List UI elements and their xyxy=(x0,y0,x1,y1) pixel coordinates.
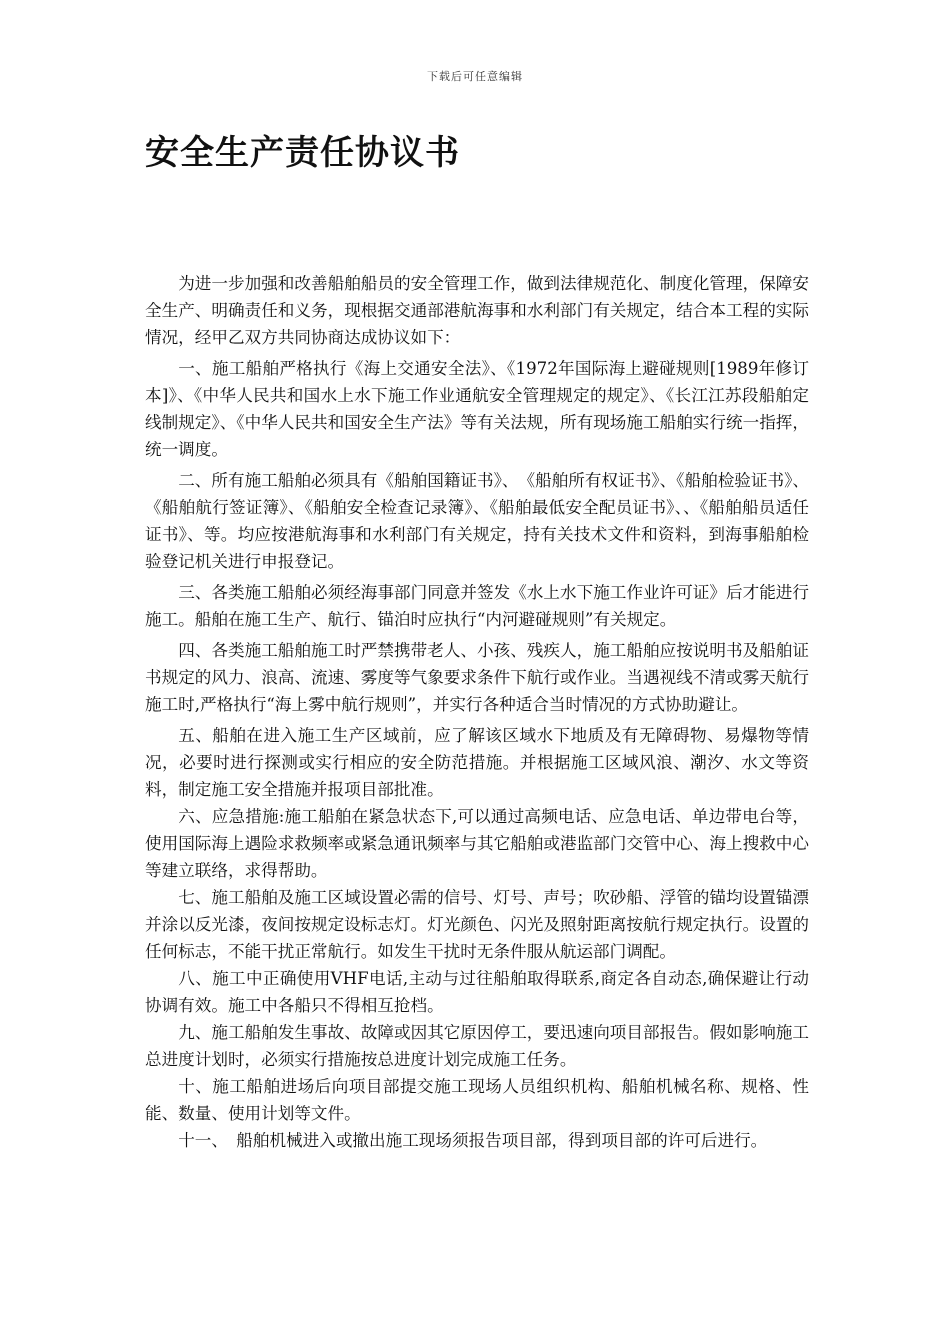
clause-2: 二、所有施工船舶必须具有《船舶国籍证书》、 《船舶所有权证书》、《船舶检验证书》、《船舶航行签证簿》、《船舶安全检查记录簿》、《船舶最低安全配员证书》、、《船舶船员适任证书》、等。均应按港航海事和水利部门有关规定，持有关技术文件和资料，到海事船舶检验登记机关进行申报登记。 xyxy=(145,471,809,571)
clause-1: 一、施工船舶严格执行《海上交通安全法》、《1972年国际海上避碰规则[1989年修订本]》、《中华人民共和国水上水下施工作业通航安全管理规定的规定》、《长江江苏段船舶定线制规定》、《中华人民共和国安全生产法》等有关法规，所有现场施工船舶实行统一指挥，统一调度。 xyxy=(145,359,809,459)
intro-paragraph: 为进一步加强和改善船舶船员的安全管理工作，做到法律规范化、制度化管理，保障安全生产、明确责任和义务，现根据交通部港航海事和水利部门有关规定，结合本工程的实际情况，经甲乙双方共同协商达成协议如下： xyxy=(145,274,809,347)
agreement-body xyxy=(145,270,809,1154)
clause-3: 三、各类施工船舶必须经海事部门同意并签发《水上水下施工作业许可证》后才能进行施工。船舶在施工生产、航行、锚泊时应执行“内河避碰规则”有关规定。 xyxy=(145,583,809,629)
clause-10: 十、施工船舶进场后向项目部提交施工现场人员组织机构、船舶机械名称、规格、性能、数量、使用计划等文件。 xyxy=(145,1077,809,1123)
clause-9: 九、施工船舶发生事故、故障或因其它原因停工，要迅速向项目部报告。假如影响施工总进度计划时，必须实行措施按总进度计划完成施工任务。 xyxy=(145,1023,809,1069)
clause-8: 八、施工中正确使用VHF电话,主动与过往船舶取得联系,商定各自动态,确保避让行动协调有效。施工中各船只不得相互抢档。 xyxy=(145,969,809,1015)
header-note: 下载后可任意编辑 xyxy=(427,70,523,83)
clause-5: 五、船舶在进入施工生产区域前，应了解该区域水下地质及有无障碍物、易爆物等情况，必要时进行探测或实行相应的安全防范措施。并根据施工区域风浪、潮汐、水文等资料，制定施工安全措施并报项目部批准。 xyxy=(145,726,809,799)
clause-7: 七、施工船舶及施工区域设置必需的信号、灯号、声号；吹砂船、浮管的锚均设置锚漂并涂以反光漆，夜间按规定设标志灯。灯光颜色、闪光及照射距离按航行规定执行。设置的任何标志，不能干扰正常航行。如发生干扰时无条件服从航运部门调配。 xyxy=(145,888,809,961)
document-title: 安全生产责任协议书 xyxy=(145,133,460,173)
clause-4: 四、各类施工船舶施工时严禁携带老人、小孩、残疾人，施工船舶应按说明书及船舶证书规定的风力、浪高、流速、雾度等气象要求条件下航行或作业。当遇视线不清或雾天航行施工时,严格执行“海上雾中航行规则”，并实行各种适合当时情况的方式协助避让。 xyxy=(145,641,809,714)
clause-6: 六、应急措施:施工船舶在紧急状态下,可以通过高频电话、应急电话、单边带电台等，使用国际海上遇险求救频率或紧急通讯频率与其它船舶或港监部门交管中心、海上搜救中心等建立联络，求得帮助。 xyxy=(145,807,809,880)
clause-11: 十一、 船舶机械进入或撤出施工现场须报告项目部，得到项目部的许可后进行。 xyxy=(178,1131,768,1150)
